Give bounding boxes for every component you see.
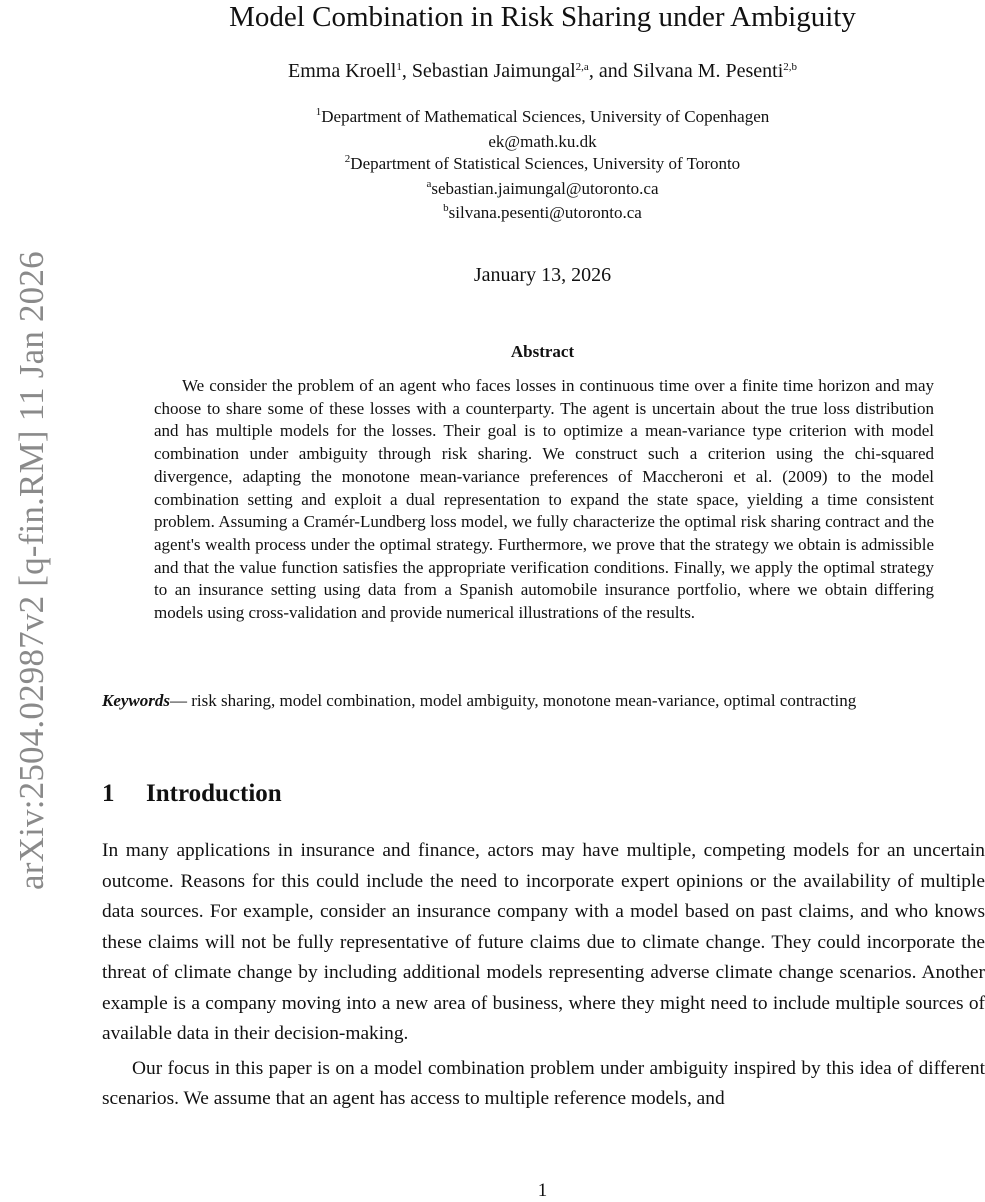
author-name: Silvana M. Pesenti — [632, 60, 784, 82]
affiliation-line — [100, 178, 985, 203]
author-affiliation-mark: 2,a — [575, 61, 589, 73]
author-email: silvana.pesenti@utoronto.ca — [448, 203, 642, 223]
page-number: 1 — [537, 1180, 548, 1201]
abstract-heading: Abstract — [510, 342, 575, 361]
body-paragraph: Our focus in this paper is on a model combination problem under ambiguity inspired by this idea of different scenarios. We assume that an agent has access to multiple reference models, and — [102, 1057, 985, 1109]
affiliation-mark: 1 — [315, 106, 322, 118]
affiliation-text: Department of Mathematical Sciences, University of Copenhagen — [321, 107, 770, 126]
affiliation-line — [100, 106, 985, 131]
introduction-body — [102, 836, 985, 1115]
author-email: ek@math.ku.dk — [488, 131, 597, 151]
keywords-label: Keywords — [102, 691, 170, 710]
affiliation-mark: a — [426, 177, 432, 190]
section-title: Introduction — [146, 780, 282, 807]
section-number: 1 — [102, 780, 115, 807]
paper-date: January 13, 2026 — [473, 264, 612, 286]
affiliation-text: Department of Statistical Sciences, University of Toronto — [350, 154, 741, 174]
paper-title: Model Combination in Risk Sharing under Ambiguity — [229, 1, 856, 33]
body-paragraph: In many applications in insurance and finance, actors may have multiple, competing models for an uncertain outcome. Reasons for this could include the need to incorporate expert opinions or the availability of multiple data sources. For example, consider an insurance company with a model based on past claims, and who knows these claims will not be fully representative of future claims due to climate change. They could incorporate the threat of climate change by including additional models representing adverse climate change scenarios. Another example is a company moving into a new area of business, where they might need to include multiple sources of available data in their decision-making. — [102, 840, 985, 1044]
section-heading — [102, 780, 282, 808]
affiliation-line — [100, 131, 985, 154]
author-name: Emma Kroell — [288, 60, 397, 82]
keywords-block — [102, 689, 985, 713]
author-name: Sebastian Jaimungal — [411, 60, 576, 82]
author-email: sebastian.jaimungal@utoronto.ca — [431, 178, 659, 198]
affiliation-mark: b — [443, 202, 449, 215]
affiliation-mark: 2 — [344, 153, 351, 166]
author-separator: , — [401, 60, 412, 82]
abstract-text: We consider the problem of an agent who faces losses in continuous time over a finite time horizon and may choose to share some of these losses with a counterparty. The agent is uncertain about the true loss distribution and has multiple models for the losses. Their goal is to optimize a mean-variance type criterion with model combination under ambiguity through risk sharing. We construct such a criterion using the chi-squared divergence, adapting the monotone mean-variance preferences of Maccheroni et al. (2009) to the model combination setting and exploit a dual representation to expand the state space, yielding a time consistent problem. Assuming a Cramér-Lundberg loss model, we fully characterize the optimal risk sharing contract and the agent's wealth process under the optimal strategy. Furthermore, we prove that the strategy we obtain is admissible and that the value function satisfies the appropriate verification conditions. Finally, we apply the optimal strategy to an insurance setting using data from a Spanish automobile insurance portfolio, where we obtain differing models using cross-validation and provide numerical illustrations of the results. — [154, 376, 934, 623]
author-affiliation-mark: 1 — [396, 61, 402, 73]
author-affiliation-mark: 2,b — [783, 61, 797, 73]
author-separator: , and — [588, 60, 633, 82]
affiliation-line — [100, 202, 985, 227]
affiliation-block — [100, 106, 985, 227]
arxiv-identifier-stamp: arXiv:2504.02987v2 [q-fin.RM] 11 Jan 2026 — [12, 251, 51, 890]
author-list — [100, 60, 985, 83]
affiliation-line — [100, 153, 985, 178]
keywords-text: — risk sharing, model combination, model ambiguity, monotone mean-variance, optimal contracting — [170, 691, 857, 710]
